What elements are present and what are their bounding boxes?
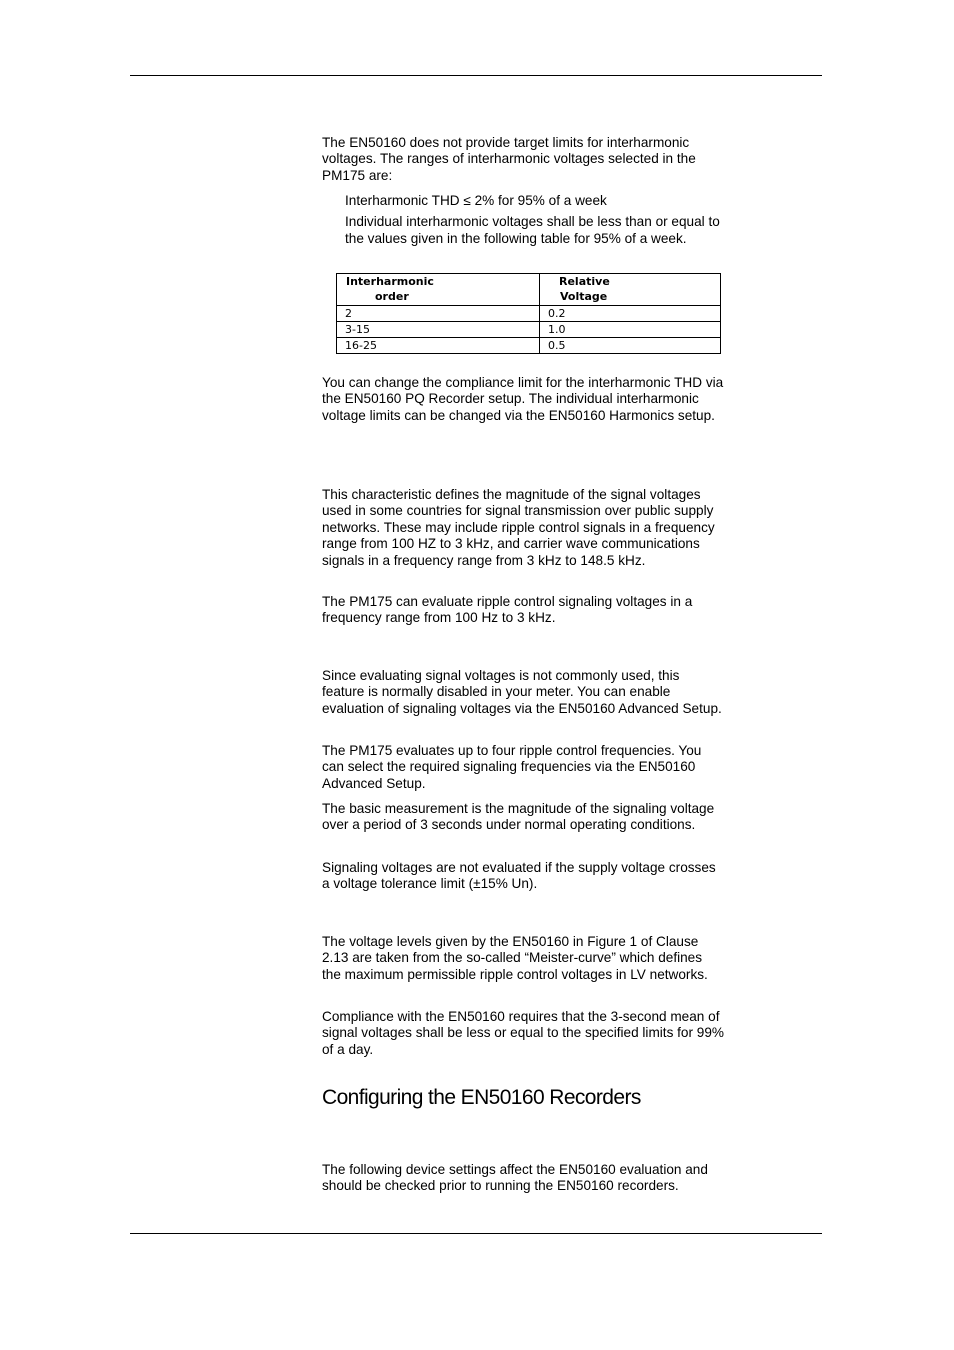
cell-order: 3-15 xyxy=(337,322,540,338)
signal-definition-paragraph: This characteristic defines the magnitude of the signal voltages used in some countries for signal transmission over public supply networks. These may include ripple control signals in a frequency range from 100 HZ to 3 kHz, and carrier wave communications signals in a frequency range from 3 kHz to 148.5 kHz. xyxy=(322,487,715,568)
voltage-levels-paragraph: The voltage levels given by the EN50160 in Figure 1 of Clause 2.13 are taken from the so-called “Meister-curve” which defines the maximum permissible ripple control voltages in LV networks. xyxy=(322,934,708,982)
basic-measurement-paragraph: The basic measurement is the magnitude of the signaling voltage over a period of 3 seconds under normal operating conditions. xyxy=(322,801,715,833)
footer-rule xyxy=(130,1233,822,1234)
bullet-list xyxy=(345,193,725,252)
table-row xyxy=(337,322,721,338)
cell-voltage: 0.2 xyxy=(540,306,721,322)
cell-order: 16-25 xyxy=(337,338,540,354)
device-settings-paragraph: The following device settings affect the EN50160 evaluation and should be checked prior to running the EN50160 recorders. xyxy=(322,1162,708,1194)
bullet-item: Individual interharmonic voltages shall be less than or equal to the values given in the following table for 95% of a week. xyxy=(345,214,720,246)
cell-order: 2 xyxy=(337,306,540,322)
header-rule xyxy=(130,75,822,76)
header-voltage: Relative Voltage xyxy=(540,274,721,306)
four-frequencies-paragraph: The PM175 evaluates up to four ripple control frequencies. You can select the required signaling frequencies via the EN50160 Advanced Setup. xyxy=(322,743,702,791)
table-header-row xyxy=(337,274,721,306)
cell-voltage: 1.0 xyxy=(540,322,721,338)
interharmonic-table xyxy=(336,273,721,354)
section-heading: Configuring the EN50160 Recorders xyxy=(322,1086,641,1109)
compliance-paragraph: Compliance with the EN50160 requires that the 3-second mean of signal voltages shall be less or equal to the specified limits for 99% of a day. xyxy=(322,1009,724,1057)
since-paragraph: Since evaluating signal voltages is not commonly used, this feature is normally disabled in your meter. You can enable evaluation of signaling voltages via the EN50160 Advanced Setup. xyxy=(322,668,722,716)
not-evaluated-paragraph: Signaling voltages are not evaluated if the supply voltage crosses a voltage tolerance limit (±15% Un). xyxy=(322,860,716,892)
table-row xyxy=(337,306,721,322)
header-order: Interharmonic order xyxy=(337,274,540,306)
table-row xyxy=(337,338,721,354)
cell-voltage: 0.5 xyxy=(540,338,721,354)
pm175-evaluate-paragraph: The PM175 can evaluate ripple control signaling voltages in a frequency range from 100 Hz to 3 kHz. xyxy=(322,594,693,626)
intro-paragraph: The EN50160 does not provide target limits for interharmonic voltages. The ranges of interharmonic voltages selected in the PM175 are: xyxy=(322,135,696,183)
change-limit-paragraph: You can change the compliance limit for the interharmonic THD via the EN50160 PQ Recorder setup. The individual interharmonic voltage limits can be changed via the EN50160 Harmonics setup. xyxy=(322,375,724,423)
bullet-item: Interharmonic THD ≤ 2% for 95% of a week xyxy=(345,193,607,208)
